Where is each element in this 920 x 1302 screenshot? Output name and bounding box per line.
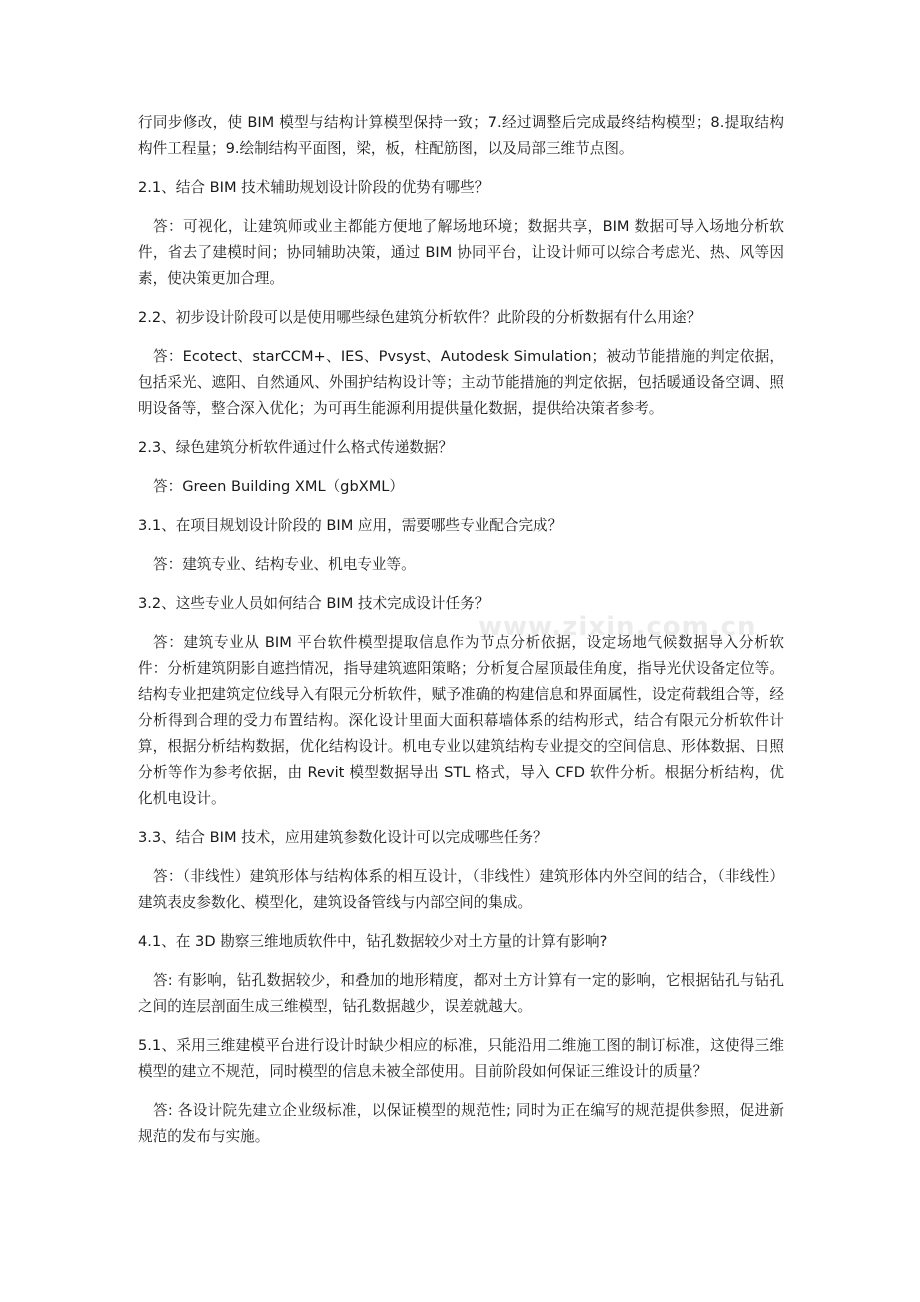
answer-2-1: 答：可视化，让建筑师或业主都能方便地了解场地环境；数据共享，BIM 数据可导入场地分析软件，省去了建模时间；协同辅助决策，通过 BIM 协同平台，让设计师可以综合考虑光、热、风等因素，使决策更加合理。 <box>138 218 784 287</box>
question-2-1: 2.1、结合 BIM 技术辅助规划设计阶段的优势有哪些？ <box>138 179 490 196</box>
answer-3-2: 答：建筑专业从 BIM 平台软件模型提取信息作为节点分析依据，设定场地气候数据导入分析软件：分析建筑阴影自遮挡情况，指导建筑遮阳策略；分析复合屋顶最佳角度，指导光伏设备定位等。结构专业把建筑定位线导入有限元分析软件，赋予准确的构建信息和界面属性，设定荷载组合等，经分析得到合理的受力布置结构。深化设计里面大面积幕墙体系的结构形式，结合有限元分析软件计算，根据分析结构数据，优化结构设计。机电专业以建筑结构专业提交的空间信息、形体数据、日照分析等作为参考依据，由 Revit 模型数据导出 STL 格式，导入 CFD 软件分析。根据分析结构，优化机电设计。 <box>138 634 784 807</box>
answer-2-3: 答：Green Building XML（gbXML） <box>153 478 405 495</box>
question-2-2: 2.2、初步设计阶段可以是使用哪些绿色建筑分析软件？此阶段的分析数据有什么用途？ <box>138 309 702 326</box>
answer-4-1: 答: 有影响，钻孔数据较少，和叠加的地形精度，都对土方计算有一定的影响，它根据钻孔与钻孔之间的连层剖面生成三维模型，钻孔数据越少，误差就越大。 <box>138 972 784 1015</box>
document-page <box>138 110 784 1163</box>
question-3-1: 3.1、在项目规划设计阶段的 BIM 应用，需要哪些专业配合完成？ <box>138 517 563 534</box>
question-5-1: 5.1、采用三维建模平台进行设计时缺少相应的标准，只能沿用二维施工图的制订标准，这使得三维模型的建立不规范，同时模型的信息未被全部使用。目前阶段如何保证三维设计的质量？ <box>138 1037 784 1080</box>
answer-3-3: 答：（非线性）建筑形体与结构体系的相互设计，（非线性）建筑形体内外空间的结合，（非线性）建筑表皮参数化、模型化，建筑设备管线与内部空间的集成。 <box>138 868 784 911</box>
question-4-1: 4.1、在 3D 勘察三维地质软件中，钻孔数据较少对土方量的计算有影响? <box>138 933 608 950</box>
watermark: www.zixin.com.cn <box>478 612 757 642</box>
answer-3-1: 答：建筑专业、结构专业、机电专业等。 <box>153 556 416 573</box>
question-2-3: 2.3、绿色建筑分析软件通过什么格式传递数据？ <box>138 439 454 456</box>
question-3-3: 3.3、结合 BIM 技术，应用建筑参数化设计可以完成哪些任务？ <box>138 829 548 846</box>
continued-paragraph: 行同步修改，使 BIM 模型与结构计算模型保持一致；7.经过调整后完成最终结构模型；8.提取结构构件工程量；9.绘制结构平面图，梁，板，柱配筋图，以及局部三维节点图。 <box>138 114 784 157</box>
answer-2-2: 答：Ecotect、starCCM+、IES、Pvsyst、Autodesk Simulation；被动节能措施的判定依据，包括采光、遮阳、自然通风、外围护结构设计等；主动节能措施的判定依据，包括暖通设备空调、照明设备等，整合深入优化；为可再生能源利用提供量化数据，提供给决策者参考。 <box>138 348 784 417</box>
question-3-2: 3.2、这些专业人员如何结合 BIM 技术完成设计任务？ <box>138 595 490 612</box>
answer-5-1: 答: 各设计院先建立企业级标准，以保证模型的规范性; 同时为正在编写的规范提供参照，促进新规范的发布与实施。 <box>138 1102 784 1145</box>
